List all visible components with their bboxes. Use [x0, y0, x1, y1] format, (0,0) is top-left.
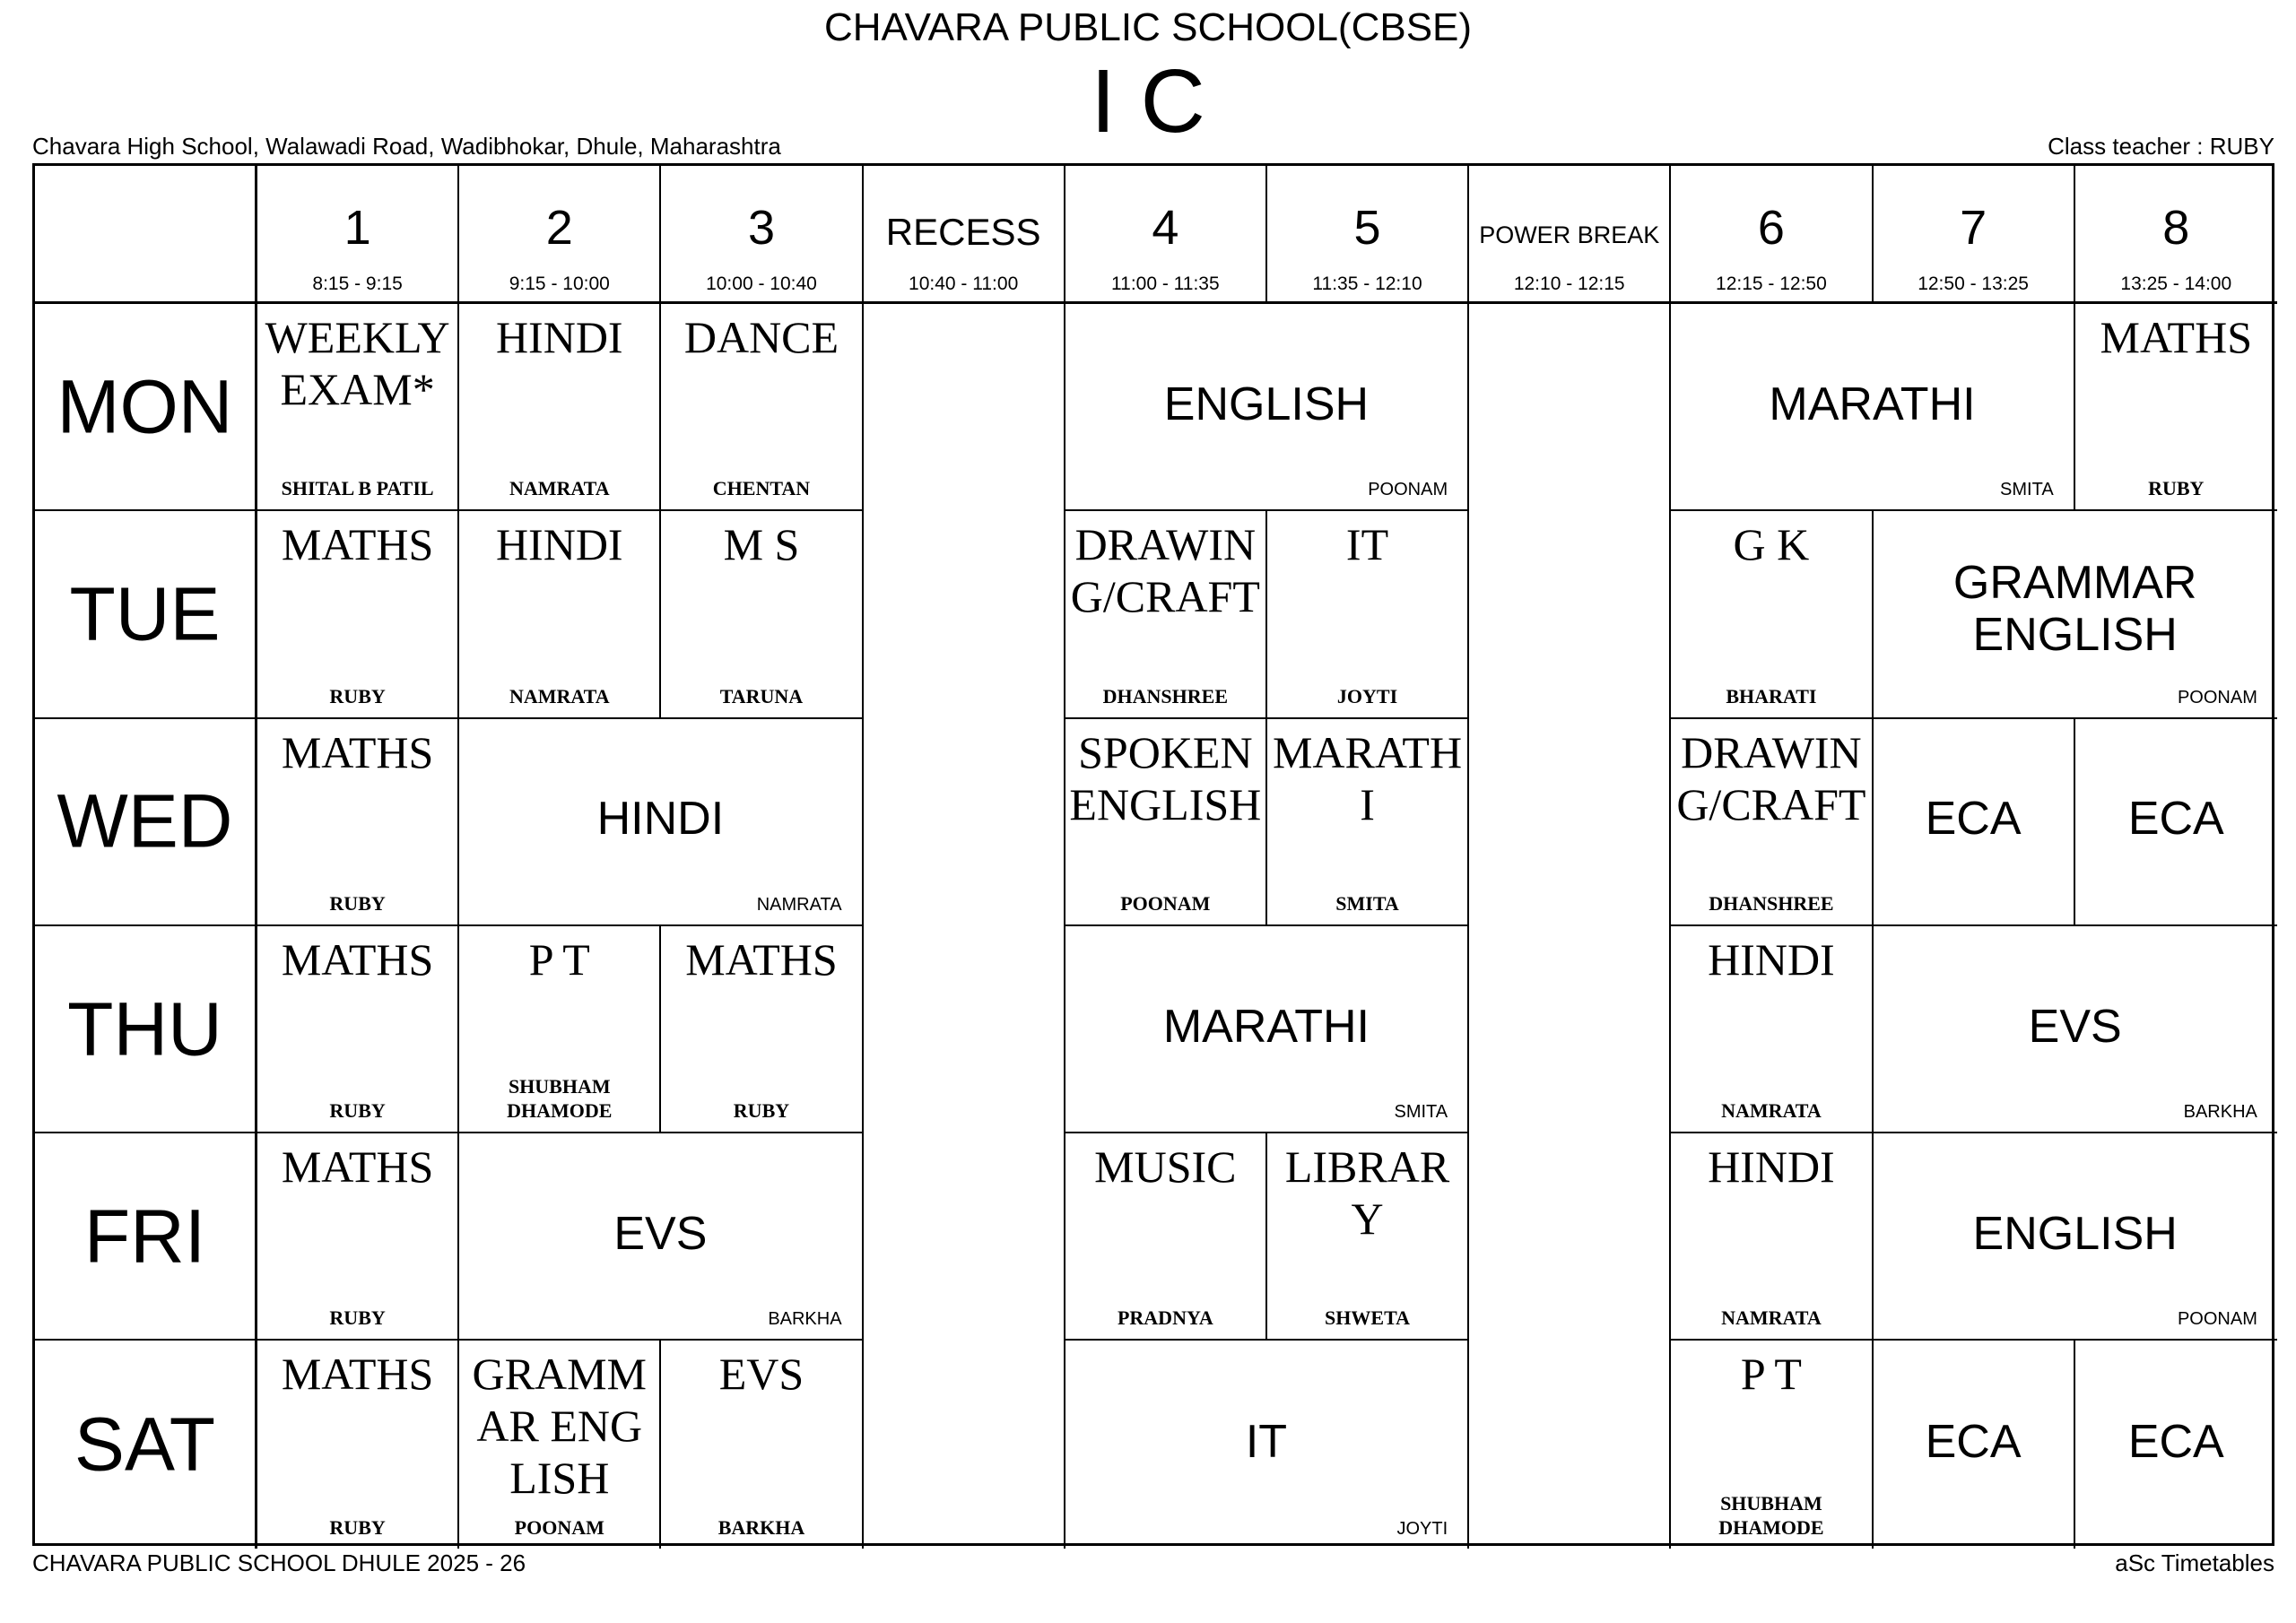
day-cell-mon: [35, 304, 257, 511]
lesson-cell-double: [1065, 926, 1469, 1133]
lesson-cell: [1671, 1341, 1873, 1548]
lesson-cell: [1874, 719, 2075, 926]
period-number: 5: [1353, 201, 1381, 255]
day-label: WED: [57, 778, 233, 864]
lesson-teacher: TARUNA: [719, 684, 804, 707]
lesson-cell-double: [1671, 304, 2074, 511]
period-time: 10:40 - 11:00: [909, 273, 1019, 294]
lesson-subject: HINDI: [596, 793, 725, 846]
lesson-cell: [459, 511, 661, 718]
lesson-subject: MARATHI: [1272, 726, 1463, 829]
lesson-subject: ECA: [1925, 793, 2022, 846]
lesson-cell: [2075, 719, 2277, 926]
lesson-subject: GRAMMAR ENGLISH: [472, 1349, 648, 1504]
lesson-subject: DANCE: [683, 312, 839, 362]
period-header: [1671, 166, 1873, 304]
lesson-cell: [257, 1341, 459, 1548]
lesson-cell: [1671, 1133, 1873, 1341]
lesson-teacher: POONAM: [1368, 480, 1448, 500]
lesson-cell: [661, 926, 863, 1133]
lesson-cell: [661, 304, 863, 511]
lesson-teacher: BARKHA: [768, 1309, 842, 1330]
lesson-subject: ENGLISH: [1972, 1207, 2178, 1260]
lesson-cell: [1267, 1133, 1469, 1341]
lesson-subject: DRAWING/CRAFT: [1070, 519, 1260, 622]
period-number: 6: [1757, 201, 1785, 255]
lesson-subject: MATHS: [281, 726, 434, 777]
lesson-cell: [257, 511, 459, 718]
lesson-subject: P T: [528, 933, 590, 985]
lesson-cell: [2075, 1341, 2277, 1548]
lesson-subject: IT: [1245, 1416, 1288, 1469]
period-header: [1065, 166, 1267, 304]
period-time: 12:50 - 13:25: [1918, 273, 2029, 294]
lesson-teacher: RUBY: [329, 891, 386, 915]
period-header: [661, 166, 863, 304]
lesson-subject: ECA: [1925, 1416, 2022, 1469]
lesson-subject: HINDI: [1708, 1141, 1835, 1193]
day-label: SAT: [74, 1402, 216, 1487]
period-header: [2075, 166, 2277, 304]
footer-school-year: CHAVARA PUBLIC SCHOOL DHULE 2025 - 26: [32, 1549, 526, 1576]
lesson-teacher: RUBY: [2148, 477, 2205, 500]
lesson-teacher: BARKHA: [2183, 1102, 2257, 1123]
school-title: CHAVARA PUBLIC SCHOOL(CBSE): [823, 5, 1473, 49]
recess-header: [864, 166, 1065, 304]
period-time: 12:10 - 12:15: [1513, 273, 1625, 294]
lesson-teacher: NAMRATA: [756, 894, 842, 915]
lesson-cell-double: [459, 1133, 863, 1341]
lesson-cell-double: [1065, 1341, 1469, 1548]
lesson-subject: HINDI: [495, 312, 623, 362]
lesson-subject: MATHS: [281, 933, 434, 985]
lesson-teacher: SMITA: [1335, 891, 1399, 915]
lesson-teacher: NAMRATA: [1721, 1099, 1822, 1123]
corner-cell: [35, 166, 257, 304]
lesson-teacher: PRADNYA: [1117, 1306, 1213, 1330]
lesson-teacher: SMITA: [2000, 480, 2054, 500]
lesson-teacher: CHENTAN: [712, 477, 811, 500]
lesson-cell-double: [1874, 1133, 2277, 1341]
day-cell-thu: [35, 926, 257, 1133]
power-break-column: [1469, 304, 1671, 1549]
lesson-cell-double: [1874, 926, 2277, 1133]
lesson-cell: [257, 1133, 459, 1341]
class-teacher: Class teacher : RUBY: [2048, 133, 2274, 160]
lesson-teacher: BARKHA: [718, 1515, 805, 1539]
lesson-cell: [459, 1341, 661, 1548]
lesson-cell: [1065, 1133, 1267, 1341]
lesson-subject: WEEKLY EXAM*: [265, 312, 450, 414]
lesson-subject: MATHS: [2100, 312, 2253, 362]
lesson-cell: [257, 926, 459, 1133]
lesson-cell: [1267, 511, 1469, 718]
period-header: [257, 166, 459, 304]
lesson-cell: [1065, 719, 1267, 926]
lesson-cell: [1267, 719, 1469, 926]
period-number: 2: [545, 201, 573, 255]
lesson-teacher: POONAM: [1120, 891, 1211, 915]
period-number: 3: [747, 201, 775, 255]
lesson-cell-double: [1065, 304, 1469, 511]
period-number: 7: [1960, 201, 1987, 255]
lesson-teacher: POONAM: [514, 1515, 604, 1539]
lesson-cell: [459, 304, 661, 511]
lesson-teacher: RUBY: [329, 684, 386, 707]
lesson-subject: MARATHI: [1769, 378, 1976, 430]
period-header: [1874, 166, 2075, 304]
recess-label: RECESS: [885, 211, 1041, 253]
lesson-subject: MATHS: [281, 1141, 434, 1193]
lesson-teacher: POONAM: [2177, 1309, 2257, 1330]
lesson-teacher: JOYTI: [1336, 684, 1398, 707]
recess-column: [864, 304, 1065, 1549]
lesson-teacher: DHANSHREE: [1102, 684, 1229, 707]
lesson-cell-double: [1874, 511, 2277, 718]
class-name: I C: [1091, 51, 1205, 152]
day-label: TUE: [69, 571, 221, 656]
lesson-subject: MARATHI: [1162, 1000, 1370, 1053]
lesson-subject: ECA: [2127, 1416, 2224, 1469]
lesson-subject: LIBRARY: [1284, 1141, 1450, 1245]
lesson-subject: ECA: [2127, 793, 2224, 846]
lesson-teacher: RUBY: [329, 1515, 386, 1539]
timetable-grid: [32, 163, 2274, 1546]
lesson-cell: [661, 1341, 863, 1548]
period-time: 9:15 - 10:00: [509, 273, 610, 294]
period-time: 11:00 - 11:35: [1111, 273, 1220, 294]
lesson-subject: GRAMMAR ENGLISH: [1952, 557, 2197, 662]
lesson-cell: [1065, 511, 1267, 718]
lesson-teacher: JOYTI: [1396, 1518, 1448, 1539]
lesson-subject: EVS: [2028, 1000, 2122, 1053]
period-time: 13:25 - 14:00: [2120, 273, 2232, 294]
day-label: FRI: [83, 1193, 206, 1279]
lesson-cell: [1874, 1341, 2075, 1548]
lesson-teacher: NAMRATA: [509, 477, 610, 500]
lesson-subject: MUSIC: [1094, 1141, 1237, 1193]
day-cell-tue: [35, 511, 257, 718]
lesson-teacher: RUBY: [329, 1306, 386, 1330]
lesson-subject: MATHS: [685, 933, 838, 985]
power-break-label: POWER BREAK: [1479, 221, 1660, 248]
lesson-subject: IT: [1345, 519, 1389, 570]
lesson-cell-double: [459, 719, 863, 926]
lesson-teacher: NAMRATA: [509, 684, 610, 707]
period-time: 11:35 - 12:10: [1312, 273, 1422, 294]
lesson-teacher: SMITA: [1394, 1102, 1448, 1123]
period-time: 12:15 - 12:50: [1716, 273, 1827, 294]
day-cell-fri: [35, 1133, 257, 1341]
lesson-teacher: RUBY: [733, 1099, 790, 1123]
lesson-teacher: DHANSHREE: [1709, 891, 1834, 915]
period-header: [459, 166, 661, 304]
period-time: 10:00 - 10:40: [706, 273, 817, 294]
period-time: 8:15 - 9:15: [312, 273, 403, 294]
lesson-teacher: SHUBHAM DHAMODE: [507, 1075, 613, 1123]
lesson-subject: ENGLISH: [1163, 378, 1370, 430]
lesson-cell: [1671, 719, 1873, 926]
period-number: 1: [344, 201, 371, 255]
lesson-subject: G K: [1733, 519, 1810, 570]
lesson-subject: EVS: [613, 1207, 708, 1260]
lesson-cell: [1671, 511, 1873, 718]
lesson-subject: MATHS: [281, 1349, 434, 1400]
lesson-subject: P T: [1740, 1349, 1802, 1400]
lesson-subject: SPOKEN ENGLISH: [1069, 726, 1262, 829]
lesson-cell: [661, 511, 863, 718]
lesson-teacher: POONAM: [2177, 687, 2257, 707]
period-number: 4: [1152, 201, 1179, 255]
day-label: MON: [57, 364, 233, 449]
lesson-teacher: RUBY: [329, 1099, 386, 1123]
lesson-subject: MATHS: [281, 519, 434, 570]
lesson-cell: [2075, 304, 2277, 511]
lesson-teacher: NAMRATA: [1721, 1306, 1822, 1330]
lesson-teacher: BHARATI: [1726, 684, 1817, 707]
day-label: THU: [67, 986, 222, 1072]
lesson-subject: HINDI: [1708, 933, 1835, 985]
period-header: [1267, 166, 1469, 304]
school-address: Chavara High School, Walawadi Road, Wadibhokar, Dhule, Maharashtra: [32, 133, 781, 160]
lesson-cell: [257, 304, 459, 511]
lesson-cell: [1671, 926, 1873, 1133]
day-cell-wed: [35, 719, 257, 926]
lesson-subject: M S: [723, 519, 800, 570]
lesson-teacher: SHITAL B PATIL: [281, 477, 434, 500]
lesson-subject: EVS: [718, 1349, 804, 1400]
lesson-cell: [459, 926, 661, 1133]
day-cell-sat: [35, 1341, 257, 1548]
lesson-subject: HINDI: [495, 519, 623, 570]
period-number: 8: [2162, 201, 2190, 255]
lesson-teacher: SHUBHAM DHAMODE: [1718, 1491, 1824, 1539]
lesson-cell: [257, 719, 459, 926]
lesson-teacher: SHWETA: [1325, 1306, 1410, 1330]
power-break-header: [1469, 166, 1671, 304]
footer-generator: aSc Timetables: [2115, 1549, 2274, 1576]
lesson-subject: DRAWING/CRAFT: [1676, 726, 1866, 829]
